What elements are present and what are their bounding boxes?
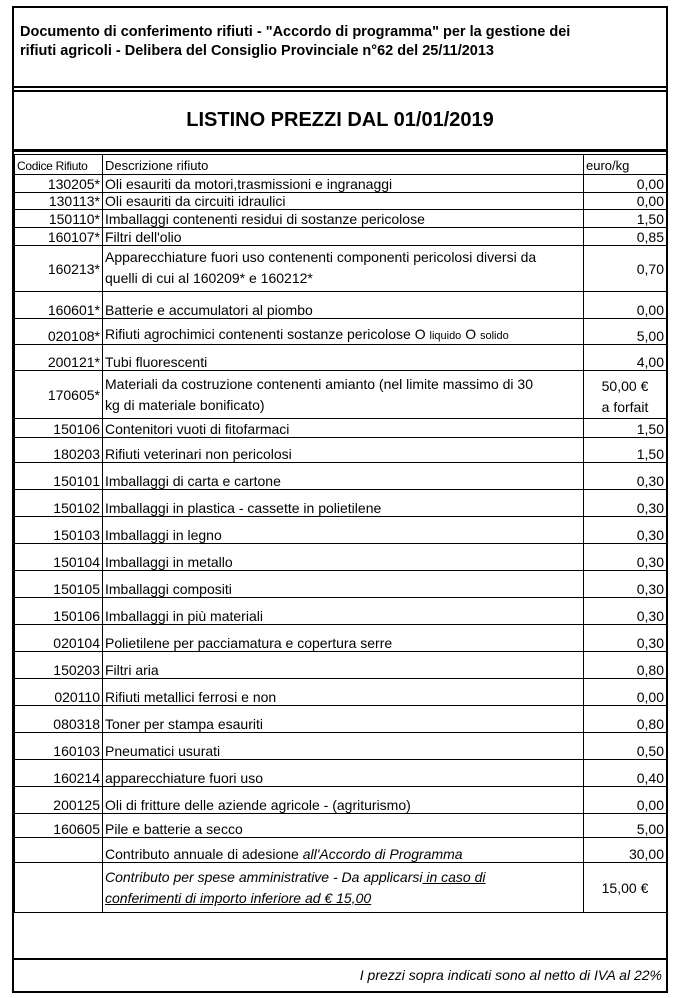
row-description-text: Filtri dell'olio [105, 229, 182, 245]
row-description [103, 175, 584, 193]
row-description [103, 371, 584, 419]
row-description [103, 517, 584, 544]
row-code: 180203 [15, 438, 103, 463]
row-description-text: Polietilene per pacciamatura e copertura serre [105, 635, 393, 651]
row-price-text: 4,00 [636, 354, 664, 370]
table-row [15, 733, 667, 760]
row-description-text: apparecchiature fuori uso [105, 770, 263, 786]
row-description-text: Filtri aria [105, 662, 159, 678]
table-row [15, 371, 667, 419]
table-row [15, 438, 667, 463]
column-header-description: Descrizione rifiuto [103, 155, 584, 175]
row-description-text: Imballaggi contenenti residui di sostanze pericolose [105, 211, 425, 227]
row-price [584, 598, 667, 625]
row-price-text: 5,00 [636, 328, 664, 344]
row-price-text: 1,50 [636, 421, 664, 437]
row-code: 150103 [15, 517, 103, 544]
admin-fee-price: 15,00 € [584, 863, 667, 913]
annual-contribution-price: 30,00 [584, 838, 667, 863]
row-description-option-liquid: liquido [429, 330, 462, 342]
row-description [103, 228, 584, 246]
table-row [15, 228, 667, 246]
price-list-title: LISTINO PREZZI DAL 01/01/2019 [14, 90, 666, 152]
table-header-row [15, 155, 667, 175]
row-description [103, 463, 584, 490]
row-description-text: Pneumatici usurati [105, 743, 221, 759]
row-description-text: Rifiuti veterinari non pericolosi [105, 446, 292, 462]
row-description-text-2: quelli di cui al 160209* e 160212* [105, 270, 313, 286]
row-price [584, 517, 667, 544]
table-row [15, 246, 667, 292]
document-frame [12, 6, 668, 993]
table-row [15, 571, 667, 598]
row-code: 150101 [15, 463, 103, 490]
row-description-text: Batterie e accumulatori al piombo [105, 302, 313, 318]
row-price [584, 292, 667, 319]
table-row [15, 652, 667, 679]
row-description-text: Rifiuti agrochimici contenenti sostanze pericolose O [105, 326, 426, 342]
admin-fee-text-2: conferimenti di importo inferiore ad € 15,00 [105, 889, 372, 906]
table-row [15, 210, 667, 228]
table-row [15, 517, 667, 544]
row-price [584, 371, 667, 419]
row-price-text: 0,30 [636, 608, 664, 624]
row-description-option-solid: solido [479, 330, 509, 342]
row-price [584, 438, 667, 463]
table-row [15, 544, 667, 571]
empty-code-cell [15, 863, 103, 913]
table-row [15, 319, 667, 345]
row-price [584, 345, 667, 371]
row-price [584, 733, 667, 760]
row-price [584, 814, 667, 838]
row-code: 160601* [15, 292, 103, 319]
row-description [103, 345, 584, 371]
table-row [15, 760, 667, 787]
table-row [15, 193, 667, 210]
document-header [14, 8, 666, 88]
row-description [103, 625, 584, 652]
row-description-text: Apparecchiature fuori uso contenenti componenti pericolosi diversi da [105, 249, 537, 265]
row-code: 170605* [15, 371, 103, 419]
admin-fee-text-1: Contributo per spese amministrative - Da applicarsi [105, 868, 423, 885]
row-price-text: 1,50 [636, 446, 664, 462]
row-description [103, 419, 584, 438]
row-description [103, 760, 584, 787]
row-description [103, 679, 584, 706]
row-description-text: Tubi fluorescenti [105, 354, 208, 370]
row-price [584, 175, 667, 193]
row-price [584, 246, 667, 292]
table-row [15, 625, 667, 652]
annual-contribution-text: Contributo annuale di adesione [105, 846, 303, 862]
row-price-text: 5,00 [636, 821, 664, 837]
row-price [584, 760, 667, 787]
row-description [103, 490, 584, 517]
row-price [584, 463, 667, 490]
annual-contribution-label [103, 838, 584, 863]
table-row [15, 490, 667, 517]
row-description-text: Pile e batterie a secco [105, 821, 243, 837]
row-code: 150104 [15, 544, 103, 571]
row-description-text: Imballaggi in metallo [105, 554, 233, 570]
row-price [584, 544, 667, 571]
row-price [584, 787, 667, 814]
row-description [103, 544, 584, 571]
row-code: 130205* [15, 175, 103, 193]
row-price-text: 0,00 [636, 689, 664, 705]
row-price [584, 228, 667, 246]
row-description-text: Imballaggi in legno [105, 527, 222, 543]
row-code: 020110 [15, 679, 103, 706]
column-header-price: euro/kg [584, 155, 667, 175]
row-description [103, 319, 584, 345]
row-price [584, 490, 667, 517]
annual-contribution-italic: all'Accordo di Programma [302, 846, 463, 862]
row-description-text: Imballaggi in più materiali [105, 608, 263, 624]
row-description [103, 571, 584, 598]
row-price [584, 193, 667, 210]
row-price-text: 50,00 € [601, 378, 649, 394]
row-description-text: Rifiuti metallici ferrosi e non [105, 689, 277, 705]
row-description-text-2: kg di materiale bonificato) [105, 397, 265, 413]
table-row [15, 419, 667, 438]
row-code: 150110* [15, 210, 103, 228]
row-description-text: Oli esauriti da motori,trasmissioni e ingranaggi [105, 176, 393, 192]
row-description-text: Oli di fritture delle aziende agricole - (agriturismo) [105, 797, 411, 813]
row-price [584, 679, 667, 706]
row-price-text: 0,30 [636, 554, 664, 570]
row-code: 150102 [15, 490, 103, 517]
row-price-text: 0,80 [636, 716, 664, 732]
row-description [103, 598, 584, 625]
row-description-text: Imballaggi compositi [105, 581, 232, 597]
row-description-text: Toner per stampa esauriti [105, 716, 263, 732]
row-code: 150105 [15, 571, 103, 598]
row-price [584, 706, 667, 733]
row-description [103, 292, 584, 319]
row-description-text: Imballaggi di carta e cartone [105, 473, 281, 489]
row-description [103, 814, 584, 838]
row-description [103, 246, 584, 292]
admin-fee-text-1-underlined: in caso di [422, 868, 486, 885]
row-price [584, 210, 667, 228]
row-price-text: 0,00 [636, 176, 664, 192]
row-code: 160605 [15, 814, 103, 838]
row-code: 150203 [15, 652, 103, 679]
row-price-text-2: a forfait [601, 399, 649, 415]
table-row [15, 292, 667, 319]
header-line-1: Documento di conferimento rifiuti - "Accordo di programma" per la gestione dei [20, 24, 571, 40]
row-price-text: 0,70 [636, 260, 664, 277]
row-price-text: 0,00 [636, 302, 664, 318]
row-price-text: 0,30 [636, 581, 664, 597]
row-description [103, 210, 584, 228]
row-price-text: 0,00 [636, 193, 664, 209]
row-code: 080318 [15, 706, 103, 733]
table-row [15, 679, 667, 706]
row-description-text: Imballaggi in plastica - cassette in polietilene [105, 500, 382, 516]
admin-fee-row [15, 863, 667, 913]
row-description-text: Materiali da costruzione contenenti amianto (nel limite massimo di 30 [105, 376, 533, 392]
table-row [15, 814, 667, 838]
row-code: 160213* [15, 246, 103, 292]
row-code: 200121* [15, 345, 103, 371]
row-code: 160107* [15, 228, 103, 246]
row-description-text: Oli esauriti da circuiti idraulici [105, 193, 286, 209]
table-row [15, 345, 667, 371]
table-row [15, 463, 667, 490]
row-description [103, 706, 584, 733]
row-description [103, 787, 584, 814]
row-price [584, 625, 667, 652]
header-line-2: rifiuti agricoli - Delibera del Consiglio Provinciale n°62 del 25/11/2013 [20, 43, 494, 59]
row-price [584, 571, 667, 598]
row-description [103, 733, 584, 760]
row-code: 160214 [15, 760, 103, 787]
row-price-text: 0,80 [636, 662, 664, 678]
row-code: 020104 [15, 625, 103, 652]
row-description [103, 438, 584, 463]
row-description-text: Contenitori vuoti di fitofarmaci [105, 421, 290, 437]
annual-contribution-row [15, 838, 667, 863]
row-code: 150106 [15, 598, 103, 625]
table-row [15, 175, 667, 193]
row-code: 150106 [15, 419, 103, 438]
row-price-text: 0,30 [636, 473, 664, 489]
row-code: 130113* [15, 193, 103, 210]
row-price-text: 0,00 [636, 797, 664, 813]
table-row [15, 598, 667, 625]
row-code: 200125 [15, 787, 103, 814]
column-header-code: Codice Rifiuto [15, 155, 103, 175]
row-description [103, 193, 584, 210]
row-code: 020108* [15, 319, 103, 345]
table-row [15, 787, 667, 814]
row-code: 160103 [15, 733, 103, 760]
empty-code-cell [15, 838, 103, 863]
row-description-option-mark: O [461, 326, 477, 342]
row-price-text: 0,30 [636, 500, 664, 516]
row-price-text: 0,85 [636, 229, 664, 245]
row-price [584, 319, 667, 345]
row-price-text: 0,50 [636, 743, 664, 759]
row-price-text: 0,30 [636, 635, 664, 651]
admin-fee-label [103, 863, 584, 913]
row-price-text: 1,50 [636, 211, 664, 227]
vat-note: I prezzi sopra indicati sono al netto di IVA al 22% [14, 958, 666, 993]
row-price [584, 419, 667, 438]
row-description [103, 652, 584, 679]
table-row [15, 706, 667, 733]
price-table [14, 154, 667, 913]
row-price-text: 0,40 [636, 770, 664, 786]
row-price [584, 652, 667, 679]
row-price-text: 0,30 [636, 527, 664, 543]
